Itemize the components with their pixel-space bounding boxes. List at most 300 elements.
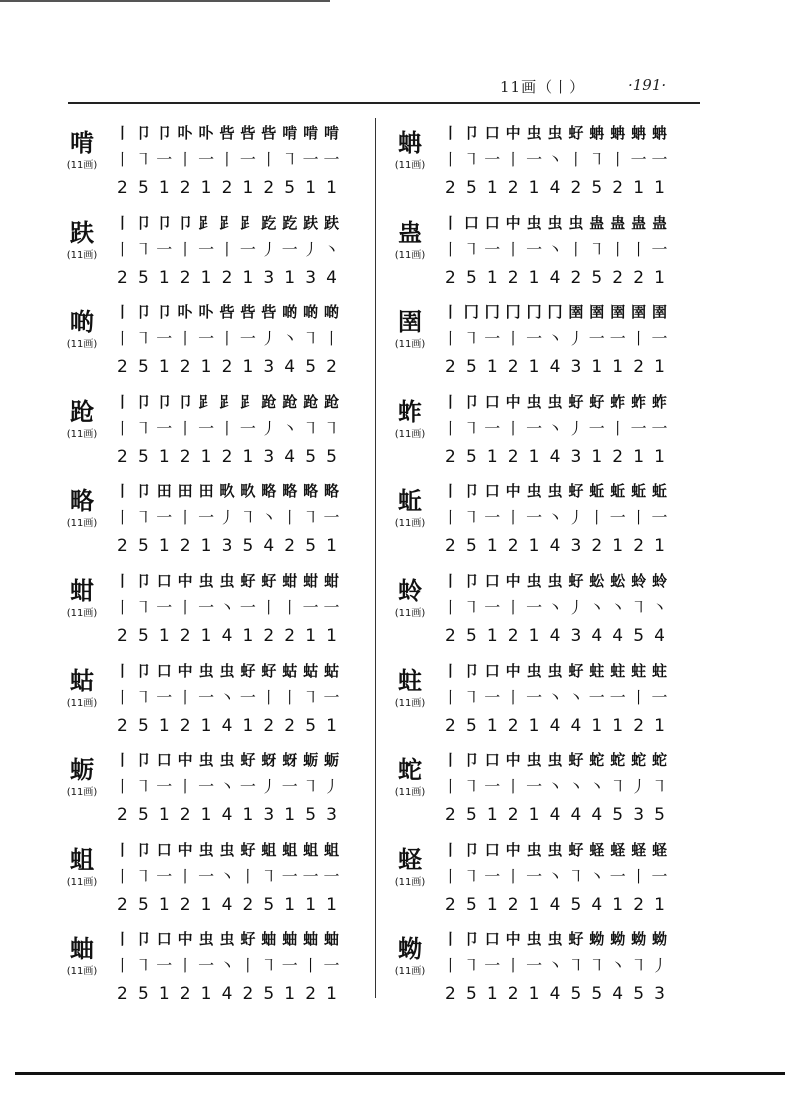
progressive-step: 跄 <box>282 393 298 411</box>
stroke-shape: 一 <box>526 508 543 527</box>
stroke-code: 2 <box>507 626 519 646</box>
progressive-step: 𧾷 <box>240 393 256 411</box>
progressive-step: 啲 <box>282 303 298 321</box>
stroke-shape: 丨 <box>114 240 131 259</box>
stroke-shape: ㇕ <box>630 598 647 617</box>
stroke-shape: 一 <box>156 150 173 169</box>
stroke-shape: 丿 <box>323 777 340 796</box>
progressive-step: 蚱 <box>652 393 668 411</box>
progressive-stroke-row <box>440 389 670 415</box>
progressive-step: 卩 <box>135 841 151 859</box>
stroke-code: 3 <box>654 984 665 1004</box>
progressive-step: 卩 <box>463 662 479 680</box>
progressive-step: 冂 <box>484 303 500 321</box>
stroke-code: 4 <box>591 805 603 825</box>
progressive-stroke-row <box>440 478 670 504</box>
stroke-code: 2 <box>117 716 128 736</box>
stroke-code: 3 <box>633 805 645 825</box>
stroke-code: 2 <box>305 984 317 1004</box>
stroke-code: 4 <box>549 536 561 556</box>
character-cell <box>388 486 432 530</box>
stroke-code: 1 <box>158 805 170 825</box>
stroke-shape: 丨 <box>323 329 340 348</box>
progressive-step: 口 <box>156 662 172 680</box>
progressive-step: 虫 <box>219 572 235 590</box>
progressive-step: 冂 <box>526 303 542 321</box>
progressive-step: 冂 <box>463 303 479 321</box>
stroke-shape: 丶 <box>546 419 563 438</box>
stroke-code: 2 <box>179 268 191 288</box>
character-cell <box>388 845 432 889</box>
stroke-code: 1 <box>654 178 665 198</box>
stroke-shape: 丨 <box>114 867 131 886</box>
stroke-shape: 一 <box>630 150 647 169</box>
progressive-step: 丨 <box>114 930 130 948</box>
progressive-step: 蛄 <box>282 662 298 680</box>
page-header <box>500 76 700 98</box>
stroke-shape: 丿 <box>260 419 277 438</box>
stroke-shape-row <box>440 417 670 441</box>
stroke-code: 5 <box>137 895 149 915</box>
progressive-stroke-row <box>112 837 342 863</box>
stroke-shape: 一 <box>239 329 256 348</box>
progressive-step: 卩 <box>463 393 479 411</box>
stroke-shape: 丶 <box>588 777 605 796</box>
progressive-stroke-row <box>440 299 670 325</box>
character-entry <box>388 835 700 923</box>
stroke-code: 4 <box>221 626 233 646</box>
progressive-step: 虫 <box>526 572 542 590</box>
character-cell <box>60 486 104 530</box>
stroke-shape: 一 <box>651 150 668 169</box>
stroke-code: 4 <box>549 178 561 198</box>
stroke-shape: 一 <box>198 508 215 527</box>
progressive-step: 虸 <box>568 124 584 142</box>
stroke-shape: ㇕ <box>302 419 319 438</box>
stroke-code: 3 <box>263 268 275 288</box>
progressive-step: 卩 <box>463 572 479 590</box>
stroke-shape: ㇕ <box>588 150 605 169</box>
progressive-step: 趺 <box>324 214 340 232</box>
stroke-count-label: (11画) <box>66 698 98 709</box>
progressive-step: 卩 <box>135 662 151 680</box>
progressive-step: 蚰 <box>324 930 340 948</box>
stroke-shape-row <box>112 865 342 889</box>
stroke-shape: 一 <box>484 688 501 707</box>
stroke-shape: 丨 <box>505 867 522 886</box>
stroke-shape-row <box>112 775 342 799</box>
stroke-shape: 一 <box>526 240 543 259</box>
progressive-step: 虸 <box>568 841 584 859</box>
stroke-shape-row <box>440 596 670 620</box>
stroke-code: 4 <box>284 357 296 377</box>
progressive-step: 略 <box>261 482 277 500</box>
stroke-code: 4 <box>549 447 561 467</box>
stroke-shape: 一 <box>526 329 543 348</box>
stroke-shape: 丨 <box>281 598 298 617</box>
stroke-code: 1 <box>528 895 540 915</box>
stroke-code: 1 <box>486 984 498 1004</box>
progressive-stroke-row <box>112 658 342 684</box>
character-cell <box>388 397 432 441</box>
stroke-shape: 一 <box>651 240 668 259</box>
stroke-code: 1 <box>158 716 170 736</box>
stroke-code: 2 <box>117 536 128 556</box>
stroke-code: 1 <box>326 984 337 1004</box>
character-entry <box>388 297 700 385</box>
progressive-step: 虫 <box>198 662 214 680</box>
progressive-step: 𧾷 <box>219 393 235 411</box>
stroke-shape: 丿 <box>260 240 277 259</box>
stroke-count-label: (11画) <box>66 787 98 798</box>
stroke-shape: 一 <box>198 777 215 796</box>
progressive-step: 蚯 <box>610 482 626 500</box>
stroke-shape: 丶 <box>281 329 298 348</box>
stroke-code: 5 <box>465 626 477 646</box>
stroke-count-label: (11画) <box>394 518 426 529</box>
stroke-shape: ㇕ <box>302 777 319 796</box>
stroke-shape: 一 <box>323 150 340 169</box>
character-cell <box>388 128 432 172</box>
character-entry <box>388 745 700 833</box>
stroke-shape: ㇕ <box>135 329 152 348</box>
stroke-code: 4 <box>221 805 233 825</box>
stroke-code-row <box>440 534 670 558</box>
headword-character: 蛆 <box>70 845 94 874</box>
progressive-step: 中 <box>505 572 521 590</box>
stroke-code: 1 <box>200 178 212 198</box>
progressive-step: 虸 <box>568 930 584 948</box>
progressive-stroke-row <box>440 658 670 684</box>
stroke-shape: 一 <box>156 688 173 707</box>
headword-character: 蚴 <box>398 934 422 963</box>
progressive-step: 蚶 <box>324 572 340 590</box>
stroke-shape: 丨 <box>442 598 459 617</box>
stroke-shape: 一 <box>198 688 215 707</box>
progressive-step: 虸 <box>240 662 256 680</box>
stroke-shape: 一 <box>526 777 543 796</box>
stroke-shape: 丶 <box>218 867 235 886</box>
character-cell <box>388 218 432 262</box>
stroke-shape: 一 <box>484 956 501 975</box>
stroke-code: 4 <box>549 626 561 646</box>
progressive-step: 卩 <box>135 124 151 142</box>
progressive-step: 蛏 <box>631 841 647 859</box>
character-cell <box>388 666 432 710</box>
progressive-stroke-row <box>440 210 670 236</box>
stroke-code-row <box>112 266 342 290</box>
stroke-shape: 一 <box>526 598 543 617</box>
stroke-code: 1 <box>591 357 603 377</box>
stroke-shape-row <box>440 775 670 799</box>
stroke-code: 1 <box>326 536 337 556</box>
stroke-shape: 丨 <box>505 688 522 707</box>
progressive-step: 圉 <box>589 303 605 321</box>
stroke-code: 4 <box>549 984 561 1004</box>
stroke-code: 1 <box>200 626 212 646</box>
progressive-step: 卩 <box>177 214 193 232</box>
stroke-code-row <box>112 176 342 200</box>
stroke-code: 2 <box>507 984 519 1004</box>
stroke-code: 5 <box>305 357 317 377</box>
progressive-step: 虫 <box>526 662 542 680</box>
progressive-step: 蚴 <box>652 930 668 948</box>
stroke-shape: 丿 <box>651 956 668 975</box>
stroke-shape: 丶 <box>546 956 563 975</box>
stroke-code: 2 <box>507 447 519 467</box>
stroke-code: 2 <box>117 268 128 288</box>
stroke-code: 5 <box>465 357 477 377</box>
stroke-shape-row <box>440 238 670 262</box>
progressive-step: 卩 <box>135 303 151 321</box>
stroke-code: 2 <box>179 447 191 467</box>
progressive-step: 虫 <box>547 482 563 500</box>
stroke-code: 5 <box>633 984 645 1004</box>
stroke-shape: 丨 <box>114 956 131 975</box>
stroke-code: 2 <box>612 178 624 198</box>
character-cell <box>60 576 104 620</box>
stroke-shape: 一 <box>323 508 340 527</box>
progressive-step: 蛄 <box>303 662 319 680</box>
stroke-code: 3 <box>570 536 582 556</box>
stroke-count-label: (11画) <box>394 339 426 350</box>
stroke-shape-row <box>112 417 342 441</box>
stroke-code: 2 <box>612 268 624 288</box>
progressive-step: 口 <box>484 124 500 142</box>
stroke-shape: 丨 <box>442 240 459 259</box>
progressive-step: 丨 <box>114 841 130 859</box>
progressive-step: 蚯 <box>631 482 647 500</box>
stroke-shape: 一 <box>609 508 626 527</box>
progressive-step: 虫 <box>526 930 542 948</box>
stroke-shape: 丶 <box>546 867 563 886</box>
headword-character: 蛀 <box>398 666 422 695</box>
progressive-step: 口 <box>156 841 172 859</box>
progressive-step: 蛊 <box>631 214 647 232</box>
progressive-step: 卩 <box>156 303 172 321</box>
progressive-step: 虫 <box>526 751 542 769</box>
character-entry <box>60 297 372 385</box>
stroke-code: 5 <box>137 626 149 646</box>
progressive-step: 丨 <box>442 841 458 859</box>
stroke-code: 1 <box>528 536 540 556</box>
progressive-step: 呰 <box>240 124 256 142</box>
stroke-count-label: (11画) <box>394 877 426 888</box>
stroke-shape: ㇕ <box>302 329 319 348</box>
stroke-count-label: (11画) <box>66 429 98 440</box>
stroke-code: 3 <box>263 805 275 825</box>
stroke-code: 2 <box>284 536 296 556</box>
stroke-count-label: (11画) <box>394 966 426 977</box>
character-entry <box>60 387 372 475</box>
stroke-code: 2 <box>117 447 128 467</box>
progressive-step: 趷 <box>282 214 298 232</box>
stroke-shape: 一 <box>198 150 215 169</box>
progressive-step: 蛆 <box>282 841 298 859</box>
progressive-step: 𧾷 <box>240 214 256 232</box>
progressive-step: 虫 <box>547 662 563 680</box>
progressive-step: 圉 <box>568 303 584 321</box>
stroke-shape: 丨 <box>260 150 277 169</box>
stroke-shape: 一 <box>526 419 543 438</box>
stroke-code-row <box>112 355 342 379</box>
progressive-step: 圉 <box>631 303 647 321</box>
stroke-code-row <box>112 714 342 738</box>
progressive-step: 虫 <box>219 662 235 680</box>
stroke-code: 4 <box>654 626 665 646</box>
progressive-step: 虫 <box>547 393 563 411</box>
stroke-code: 2 <box>242 895 254 915</box>
progressive-step: 蛊 <box>610 214 626 232</box>
stroke-shape: ㇕ <box>323 419 340 438</box>
stroke-shape: 丨 <box>281 508 298 527</box>
stroke-code-row <box>440 624 670 648</box>
progressive-step: 虫 <box>219 841 235 859</box>
character-entry <box>60 566 372 654</box>
character-entry <box>60 476 372 564</box>
progressive-step: 呰 <box>219 303 235 321</box>
progressive-stroke-row <box>440 926 670 952</box>
stroke-code: 2 <box>179 805 191 825</box>
stroke-shape: 一 <box>198 598 215 617</box>
headword-character: 蚶 <box>70 576 94 605</box>
progressive-step: 虸 <box>568 393 584 411</box>
progressive-stroke-row <box>112 747 342 773</box>
stroke-code: 2 <box>263 178 275 198</box>
stroke-count-label: (11画) <box>66 160 98 171</box>
progressive-step: 蛎 <box>303 751 319 769</box>
progressive-stroke-row <box>440 747 670 773</box>
progressive-step: 虸 <box>261 572 277 590</box>
stroke-shape: 一 <box>651 508 668 527</box>
progressive-step: 跄 <box>324 393 340 411</box>
stroke-shape: 丨 <box>567 150 584 169</box>
progressive-step: 口 <box>484 572 500 590</box>
stroke-code: 5 <box>465 805 477 825</box>
progressive-step: 蚱 <box>631 393 647 411</box>
progressive-stroke-row <box>112 120 342 146</box>
progressive-step: 丨 <box>114 572 130 590</box>
stroke-shape: 一 <box>484 777 501 796</box>
stroke-shape: 丶 <box>281 419 298 438</box>
headword-character: 蚯 <box>398 486 422 515</box>
stroke-shape: 丨 <box>588 508 605 527</box>
stroke-code: 1 <box>284 805 296 825</box>
stroke-code: 2 <box>179 536 191 556</box>
progressive-stroke-row <box>112 299 342 325</box>
stroke-shape: 一 <box>588 329 605 348</box>
progressive-step: 丨 <box>442 303 458 321</box>
stroke-shape: 一 <box>484 240 501 259</box>
stroke-shape: ㇕ <box>588 956 605 975</box>
stroke-code: 4 <box>591 626 603 646</box>
progressive-step: 蛏 <box>589 841 605 859</box>
stroke-shape: 丨 <box>218 240 235 259</box>
stroke-shape: 丨 <box>630 508 647 527</box>
stroke-code: 5 <box>137 984 149 1004</box>
stroke-shape: 丨 <box>114 598 131 617</box>
stroke-shape: 丶 <box>609 598 626 617</box>
progressive-step: 卩 <box>463 751 479 769</box>
stroke-shape: 丨 <box>114 688 131 707</box>
headword-character: 蛉 <box>398 576 422 605</box>
stroke-code: 1 <box>242 178 254 198</box>
stroke-code: 1 <box>158 984 170 1004</box>
stroke-shape: 一 <box>239 777 256 796</box>
stroke-code: 1 <box>305 626 317 646</box>
stroke-shape-row <box>440 686 670 710</box>
progressive-step: 卩 <box>463 124 479 142</box>
progressive-step: 趷 <box>261 214 277 232</box>
progressive-step: 虫 <box>547 124 563 142</box>
stroke-code: 5 <box>305 536 317 556</box>
progressive-step: 虫 <box>198 930 214 948</box>
stroke-code: 5 <box>591 984 603 1004</box>
stroke-code: 1 <box>486 268 498 288</box>
stroke-shape: 一 <box>198 329 215 348</box>
stroke-code: 2 <box>117 626 128 646</box>
stroke-shape: 一 <box>156 598 173 617</box>
stroke-shape: 丨 <box>260 598 277 617</box>
progressive-step: 中 <box>177 662 193 680</box>
stroke-code: 2 <box>445 895 456 915</box>
stroke-code: 1 <box>158 536 170 556</box>
progressive-step: 𧾷 <box>198 214 214 232</box>
stroke-code-row <box>112 624 342 648</box>
stroke-code: 2 <box>284 626 296 646</box>
progressive-step: 虸 <box>568 751 584 769</box>
stroke-shape-row <box>112 954 342 978</box>
stroke-code: 1 <box>528 447 540 467</box>
progressive-step: 蚴 <box>610 930 626 948</box>
progressive-step: 中 <box>177 841 193 859</box>
progressive-step: 蚶 <box>303 572 319 590</box>
stroke-shape: ㇕ <box>463 240 480 259</box>
stroke-code: 5 <box>137 447 149 467</box>
progressive-step: 蚺 <box>631 124 647 142</box>
stroke-code: 2 <box>570 268 582 288</box>
progressive-step: 𧾷 <box>219 214 235 232</box>
progressive-step: 虫 <box>198 841 214 859</box>
stroke-shape: ㇕ <box>260 956 277 975</box>
stroke-code: 1 <box>326 895 337 915</box>
stroke-code: 2 <box>507 536 519 556</box>
stroke-shape: 丨 <box>281 688 298 707</box>
stroke-code: 5 <box>591 268 603 288</box>
progressive-step: 虸 <box>240 572 256 590</box>
progressive-step: 卟 <box>198 124 214 142</box>
progressive-step: 虸 <box>240 841 256 859</box>
stroke-shape: 丿 <box>218 508 235 527</box>
stroke-shape-row <box>440 954 670 978</box>
stroke-shape: 丶 <box>323 240 340 259</box>
progressive-step: 呰 <box>261 124 277 142</box>
stroke-code: 1 <box>654 357 665 377</box>
stroke-code: 3 <box>570 357 582 377</box>
stroke-shape: 一 <box>156 777 173 796</box>
stroke-shape: ㇕ <box>281 150 298 169</box>
stroke-code: 2 <box>221 357 233 377</box>
stroke-code: 1 <box>654 716 665 736</box>
stroke-code: 1 <box>486 805 498 825</box>
stroke-shape: 一 <box>651 867 668 886</box>
stroke-code: 2 <box>179 178 191 198</box>
progressive-step: 卟 <box>177 303 193 321</box>
character-entry <box>388 566 700 654</box>
stroke-code: 1 <box>528 178 540 198</box>
stroke-code: 4 <box>549 805 561 825</box>
stroke-shape-row <box>440 148 670 172</box>
